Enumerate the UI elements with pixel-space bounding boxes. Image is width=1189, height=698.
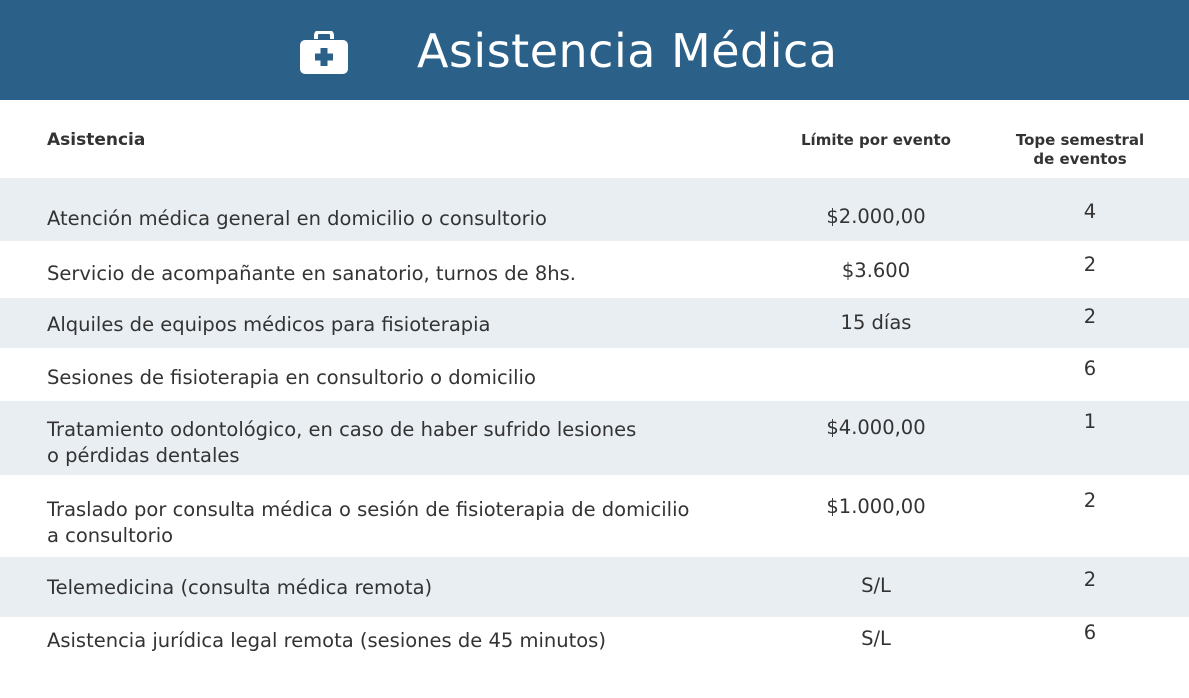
column-header-tope-line1: Tope semestral bbox=[1015, 131, 1145, 149]
column-header-asistencia: Asistencia bbox=[47, 130, 146, 150]
column-header-tope bbox=[1010, 131, 1150, 169]
row-tope: 2 bbox=[1083, 568, 1097, 591]
column-header-limite: Límite por evento bbox=[801, 131, 951, 149]
row-tope: 2 bbox=[1083, 489, 1097, 512]
row-tope: 1 bbox=[1083, 410, 1097, 433]
row-name bbox=[47, 206, 547, 232]
row-name-line1: Servicio de acompañante en sanatorio, turnos de 8hs. bbox=[47, 262, 576, 285]
row-name-line1: Asistencia jurídica legal remota (sesiones de 45 minutos) bbox=[47, 629, 606, 652]
row-limit: $1.000,00 bbox=[826, 495, 926, 518]
row-name bbox=[47, 261, 576, 287]
table-row bbox=[0, 348, 1189, 401]
row-name-line1: Tratamiento odontológico, en caso de haber sufrido lesiones bbox=[47, 418, 637, 441]
table-row bbox=[0, 298, 1189, 348]
row-limit: S/L bbox=[861, 574, 891, 597]
table-row bbox=[0, 617, 1189, 677]
row-name bbox=[47, 312, 491, 338]
table-row bbox=[0, 475, 1189, 557]
row-limit: 15 días bbox=[840, 311, 912, 334]
row-name bbox=[47, 628, 606, 654]
row-tope: 2 bbox=[1083, 305, 1097, 328]
row-tope: 4 bbox=[1083, 200, 1097, 223]
row-limit: $2.000,00 bbox=[826, 205, 926, 228]
row-name-line1: Alquiles de equipos médicos para fisioterapia bbox=[47, 313, 491, 336]
row-name bbox=[47, 575, 432, 601]
column-header-tope-line2: de eventos bbox=[1033, 150, 1127, 168]
table-row bbox=[0, 401, 1189, 475]
row-name bbox=[47, 365, 536, 391]
row-name bbox=[47, 417, 636, 469]
row-name-line1: Atención médica general en domicilio o consultorio bbox=[47, 207, 547, 230]
first-aid-kit-icon bbox=[299, 31, 349, 75]
table-row bbox=[0, 557, 1189, 617]
row-name-line1: Sesiones de fisioterapia en consultorio o domicilio bbox=[47, 366, 536, 389]
row-name-line1: Telemedicina (consulta médica remota) bbox=[47, 576, 433, 599]
row-name-line2: o pérdidas dentales bbox=[47, 444, 240, 467]
row-limit: $3.600 bbox=[841, 259, 911, 282]
row-name bbox=[47, 497, 689, 549]
page-title: Asistencia Médica bbox=[417, 24, 838, 78]
header-banner bbox=[0, 0, 1189, 100]
row-limit: S/L bbox=[861, 627, 891, 650]
table-row bbox=[0, 178, 1189, 241]
row-tope: 6 bbox=[1083, 621, 1097, 644]
table-row bbox=[0, 241, 1189, 298]
row-tope: 2 bbox=[1083, 253, 1097, 276]
row-tope: 6 bbox=[1083, 357, 1097, 380]
row-name-line1: Traslado por consulta médica o sesión de fisioterapia de domicilio bbox=[47, 498, 690, 521]
row-name-line2: a consultorio bbox=[47, 524, 174, 547]
row-limit: $4.000,00 bbox=[826, 416, 926, 439]
